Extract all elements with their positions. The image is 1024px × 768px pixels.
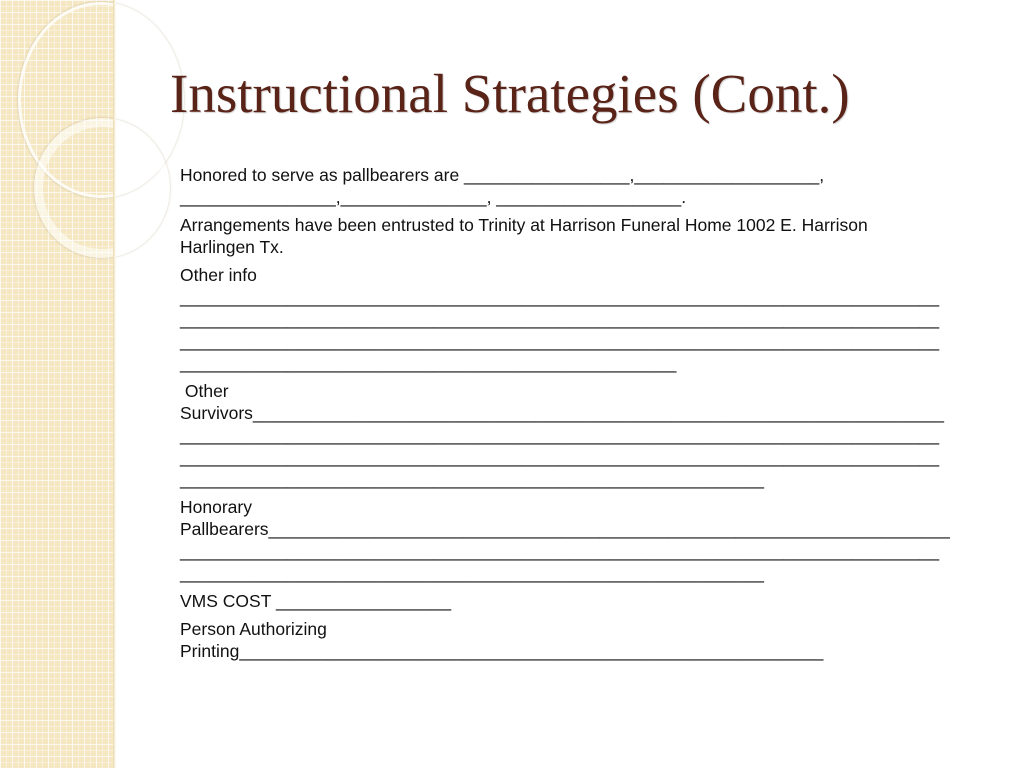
text-line: ______________________________________________________________________________ — [180, 309, 940, 329]
text-line: Other — [180, 381, 229, 401]
text-line: Harlingen Tx. — [180, 237, 284, 257]
text-line: Pallbearers______________________________________________________________________ — [180, 519, 950, 539]
text-line: ___________________________________________________ — [180, 353, 677, 373]
slide-body — [180, 164, 985, 668]
text-line: VMS COST __________________ — [180, 591, 452, 611]
text-line: Survivors_______________________________________________________________________ — [180, 403, 944, 423]
text-line: Person Authorizing — [180, 619, 327, 639]
person-authorizing-paragraph — [180, 618, 985, 662]
text-line: ______________________________________________________________________________ — [180, 425, 940, 445]
text-line: Honored to serve as pallbearers are _________________,___________________, — [180, 165, 825, 185]
text-line: ______________________________________________________________________________ — [180, 447, 940, 467]
text-line: ____________________________________________________________ — [180, 563, 764, 583]
pallbearers-paragraph — [180, 164, 985, 208]
other-info-paragraph — [180, 264, 985, 374]
text-line: Other info — [180, 265, 257, 285]
text-line: ______________________________________________________________________________ — [180, 331, 940, 351]
text-line: ________________,_______________, ___________________. — [180, 187, 687, 207]
decorative-side-panel — [0, 0, 114, 768]
vms-cost-paragraph — [180, 590, 985, 612]
honorary-pallbearers-paragraph — [180, 496, 985, 584]
side-panel-edge — [113, 0, 116, 768]
text-line: ____________________________________________________________ — [180, 469, 764, 489]
text-line: ______________________________________________________________________________ — [180, 541, 940, 561]
text-line: Honorary — [180, 497, 252, 517]
other-survivors-paragraph — [180, 380, 985, 490]
decorative-ring — [34, 118, 170, 258]
text-line: Printing____________________________________________________________ — [180, 641, 824, 661]
slide-title: Instructional Strategies (Cont.) — [170, 63, 850, 124]
arrangements-paragraph — [180, 214, 985, 258]
text-line: ______________________________________________________________________________ — [180, 287, 940, 307]
text-line: Arrangements have been entrusted to Trinity at Harrison Funeral Home 1002 E. Harrison — [180, 215, 868, 235]
